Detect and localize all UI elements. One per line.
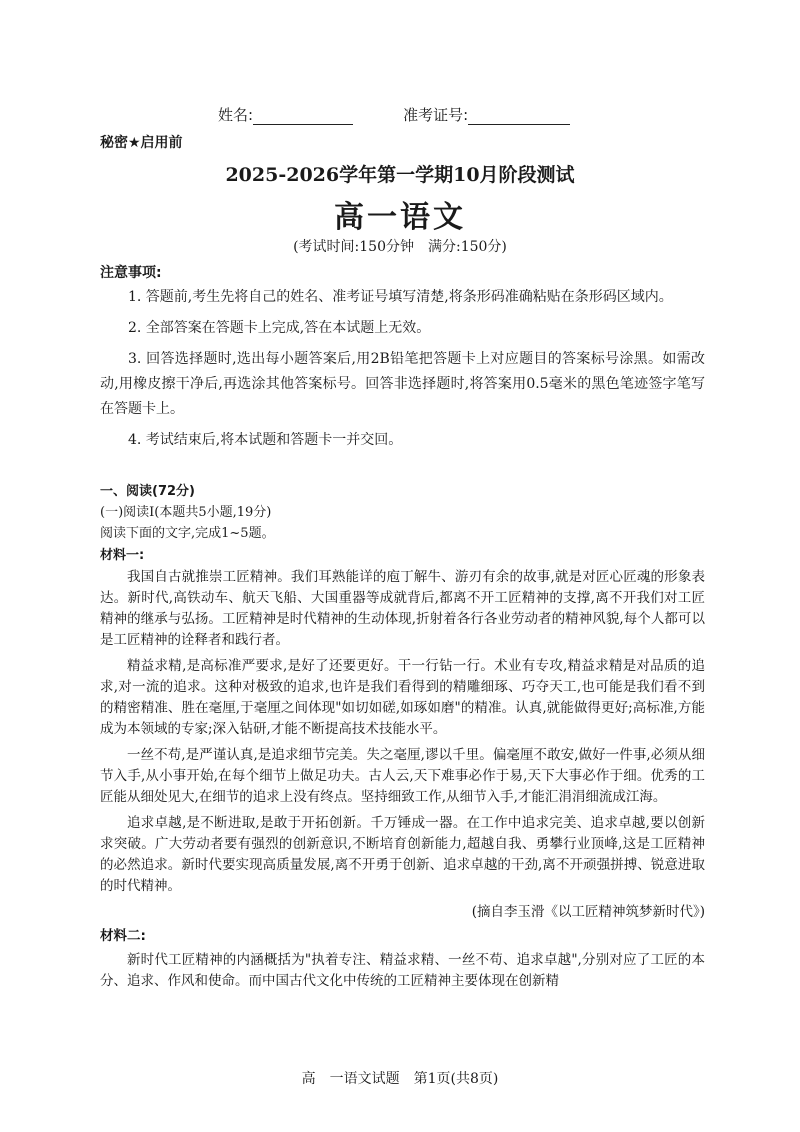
passage-source: (摘自李玉滑《以工匠精神筑梦新时代》) — [471, 904, 705, 920]
passage-paragraph: 新时代工匠精神的内涵概括为"执着专注、精益求精、一丝不苟、追求卓越",分别对应了工匠的本分、追求、作风和使命。而中国古代文化中传统的工匠精神主要体现在创新精 — [100, 952, 705, 989]
note-item: 2. 全部答案在答题卡上完成,答在本试题上无效。 — [128, 320, 431, 336]
reading-passage — [100, 567, 705, 997]
material1-label: 材料一: — [100, 548, 145, 563]
note-item: 4. 考试结束后,将本试题和答题卡一并交回。 — [128, 432, 403, 448]
passage-paragraph: 一丝不苟,是严谨认真,是追求细节完美。失之毫厘,谬以千里。偏毫厘不敢安,做好一件事,必须从细节入手,从小事开始,在每个细节上做足功夫。古人云,天下难事必作于易,天下大事必作于细。优秀的工匠能从细处见大,在细节的追求上没有终点。坚持细致工作,从细节入手,才能汇涓涓细流成江海。 — [100, 747, 705, 805]
exam-title: 2025-2026学年第一学期10月阶段测试 — [225, 164, 575, 186]
passage-paragraph: 追求卓越,是不断进取,是敢于开拓创新。千万锤成一器。在工作中追求完美、追求卓越,要以创新求突破。广大劳动者要有强烈的创新意识,不断培育创新能力,超越自我、勇攀行业顶峰,这是工匠精神的必然追求。新时代要实现高质量发展,离不开勇于创新、追求卓越的干劲,离不开顽强拼搏、锐意进取的时代精神。 — [100, 815, 705, 894]
name-label: 姓名: — [218, 106, 254, 124]
section-heading: 一、阅读(72分) — [100, 484, 195, 499]
passage-paragraph: 精益求精,是高标准严要求,是好了还要更好。干一行钻一行。术业有专攻,精益求精是对品质的追求,对一流的追求。这种对极致的追求,也许是我们看得到的精雕细琢、巧夺天工,也可能是我们看不到的精密精准、胜在毫厘,于毫厘之间体现"如切如磋,如琢如磨"的精准。认真,就能做得更好;高标准,方能成为本领域的专家;深入钻研,才能不断提高技术技能水平。 — [100, 658, 705, 737]
passage-paragraph: 我国自古就推崇工匠精神。我们耳熟能详的庖丁解牛、游刃有余的故事,就是对匠心匠魂的形象表达。新时代,高铁动车、航天飞船、大国重器等成就背后,都离不开工匠精神的支撑,离不开我们对工匠精神的继承与弘扬。工匠精神是时代精神的生动体现,折射着各行各业劳动者的精神风貌,每个人都可以是工匠精神的诠释者和践行者。 — [100, 569, 705, 648]
id-label: 准考证号: — [403, 106, 469, 124]
note-item: 3. 回答选择题时,选出每小题答案后,用2B铅笔把答题卡上对应题目的答案标号涂黑。如需改动,用橡皮擦干净后,再选涂其他答案标号。回答非选择题时,将答案用0.5毫米的黑色笔迹签字笔写在答题卡上。 — [100, 351, 705, 417]
subject-title: 高一语文 — [334, 200, 466, 235]
exam-info: (考试时间:150分钟 满分:150分) — [293, 239, 507, 255]
notes-list — [100, 285, 705, 459]
candidate-info-line — [218, 104, 570, 125]
material2-label: 材料二: — [100, 928, 146, 944]
note-item: 1. 答题前,考生先将自己的姓名、准考证号填写清楚,将条形码准确粘贴在条形码区域内。 — [128, 289, 673, 305]
name-blank — [253, 110, 353, 125]
reading-instruction: 阅读下面的文字,完成1~5题。 — [100, 526, 275, 541]
notes-title: 注意事项: — [100, 265, 162, 281]
page-footer: 高 一语文试题 第1页(共8页) — [301, 1071, 499, 1087]
secret-label: 秘密★启用前 — [100, 135, 183, 151]
id-blank — [468, 110, 570, 125]
subsection-heading: (一)阅读Ⅰ(本题共5小题,19分) — [100, 505, 272, 520]
